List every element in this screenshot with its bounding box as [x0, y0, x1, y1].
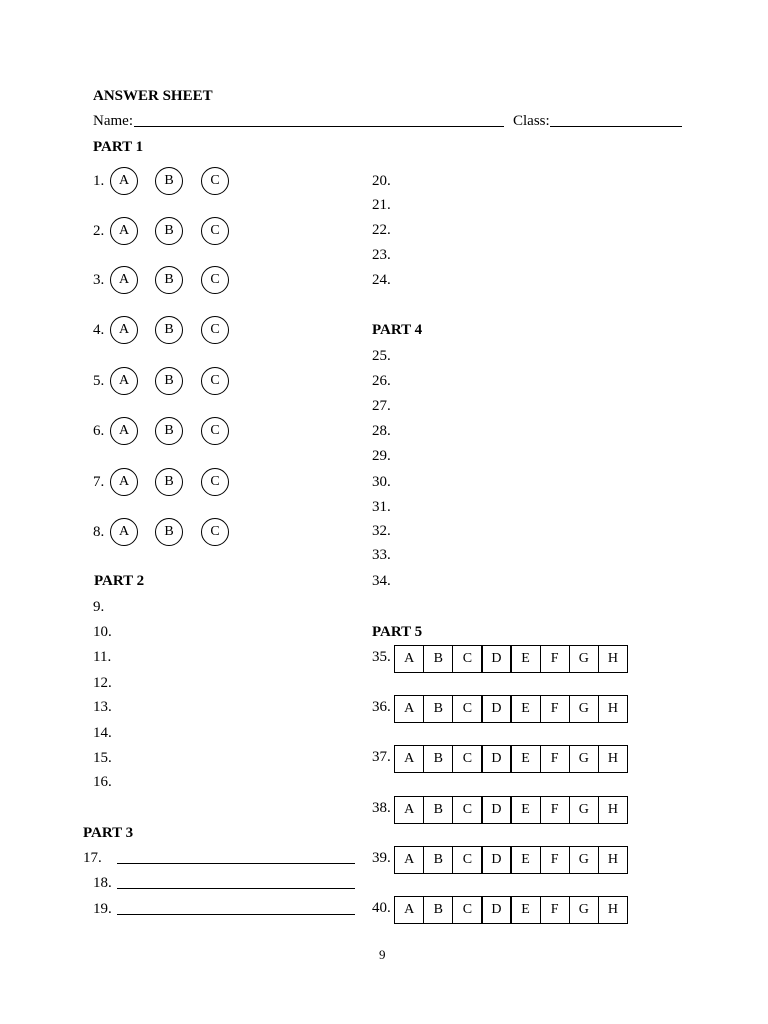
answer-choice-circle[interactable]: C: [201, 468, 229, 496]
answer-choice-box[interactable]: H: [598, 745, 628, 773]
question-number: 34.: [372, 573, 391, 589]
answer-line[interactable]: [117, 888, 355, 889]
question-number: 4.: [93, 322, 105, 338]
answer-choice-box[interactable]: F: [540, 695, 570, 723]
answer-choice-box[interactable]: G: [569, 896, 599, 924]
question-number: 32.: [372, 523, 391, 539]
question-number: 33.: [372, 547, 391, 563]
answer-choice-circle[interactable]: C: [201, 217, 229, 245]
answer-choice-circle[interactable]: B: [155, 367, 183, 395]
question-number: 29.: [372, 448, 391, 464]
answer-choice-box[interactable]: A: [394, 896, 424, 924]
answer-choice-box[interactable]: H: [598, 846, 628, 874]
question-number: 38.: [372, 800, 391, 816]
answer-choice-box[interactable]: E: [510, 745, 540, 773]
question-number: 40.: [372, 900, 391, 916]
answer-choice-box[interactable]: A: [394, 846, 424, 874]
answer-choice-box[interactable]: E: [510, 695, 540, 723]
answer-choice-circle[interactable]: B: [155, 167, 183, 195]
answer-choice-box[interactable]: G: [569, 695, 599, 723]
class-label: Class:: [513, 113, 550, 129]
answer-choice-circle[interactable]: B: [155, 316, 183, 344]
answer-choice-box[interactable]: F: [540, 645, 570, 673]
answer-choice-box[interactable]: C: [452, 695, 482, 723]
answer-choice-box[interactable]: E: [510, 846, 540, 874]
question-number: 13.: [93, 699, 112, 715]
question-number: 35.: [372, 649, 391, 665]
answer-choice-box[interactable]: C: [452, 745, 482, 773]
answer-box-row: [394, 695, 628, 723]
answer-choice-circle[interactable]: B: [155, 266, 183, 294]
question-number: 8.: [93, 524, 105, 540]
answer-box-row: [394, 645, 628, 673]
question-number: 37.: [372, 749, 391, 765]
answer-choice-box[interactable]: A: [394, 645, 424, 673]
top-mark-icon: [376, 0, 390, 2]
question-number: 30.: [372, 474, 391, 490]
answer-choice-box[interactable]: B: [423, 745, 453, 773]
question-number: 1.: [93, 173, 105, 189]
answer-line[interactable]: [117, 863, 355, 864]
answer-choice-box[interactable]: H: [598, 796, 628, 824]
question-number: 11.: [93, 649, 112, 665]
question-number: 36.: [372, 699, 391, 715]
answer-choice-box[interactable]: B: [423, 896, 453, 924]
question-number: 15.: [93, 750, 112, 766]
answer-choice-circle[interactable]: B: [155, 217, 183, 245]
answer-choice-box[interactable]: E: [510, 896, 540, 924]
question-number: 20.: [372, 173, 391, 189]
question-number: 18.: [93, 875, 112, 891]
question-number: 3.: [93, 272, 105, 288]
answer-choice-box[interactable]: B: [423, 846, 453, 874]
answer-choice-box[interactable]: H: [598, 896, 628, 924]
class-field[interactable]: [550, 126, 682, 127]
question-number: 25.: [372, 348, 391, 364]
part2-heading: PART 2: [94, 573, 145, 589]
question-number: 31.: [372, 499, 391, 515]
answer-choice-box[interactable]: A: [394, 745, 424, 773]
answer-choice-box[interactable]: E: [510, 645, 540, 673]
answer-choice-circle[interactable]: A: [110, 468, 138, 496]
part4-heading: PART 4: [372, 322, 423, 338]
name-label: Name:: [93, 113, 133, 129]
answer-choice-box[interactable]: D: [481, 896, 511, 924]
answer-choice-box[interactable]: B: [423, 695, 453, 723]
answer-choice-box[interactable]: G: [569, 846, 599, 874]
answer-choice-box[interactable]: C: [452, 896, 482, 924]
question-number: 28.: [372, 423, 391, 439]
answer-choice-box[interactable]: D: [481, 695, 511, 723]
answer-choice-box[interactable]: D: [481, 796, 511, 824]
answer-choice-circle[interactable]: C: [201, 518, 229, 546]
answer-box-row: [394, 745, 628, 773]
answer-choice-box[interactable]: C: [452, 796, 482, 824]
part5-heading: PART 5: [372, 624, 423, 640]
answer-choice-circle[interactable]: C: [201, 266, 229, 294]
answer-choice-circle[interactable]: A: [110, 417, 138, 445]
answer-choice-box[interactable]: H: [598, 645, 628, 673]
answer-choice-circle[interactable]: A: [110, 167, 138, 195]
answer-choice-circle[interactable]: A: [110, 266, 138, 294]
answer-choice-box[interactable]: F: [540, 846, 570, 874]
question-number: 17.: [83, 850, 102, 866]
question-number: 24.: [372, 272, 391, 288]
answer-line[interactable]: [117, 914, 355, 915]
answer-choice-box[interactable]: B: [423, 796, 453, 824]
question-number: 21.: [372, 197, 391, 213]
answer-choice-box[interactable]: D: [481, 645, 511, 673]
answer-choice-box[interactable]: C: [452, 846, 482, 874]
part1-heading: PART 1: [93, 139, 144, 155]
question-number: 7.: [93, 474, 105, 490]
question-number: 12.: [93, 675, 112, 691]
answer-choice-box[interactable]: D: [481, 846, 511, 874]
answer-choice-circle[interactable]: C: [201, 367, 229, 395]
answer-choice-box[interactable]: B: [423, 645, 453, 673]
answer-choice-circle[interactable]: C: [201, 316, 229, 344]
question-number: 14.: [93, 725, 112, 741]
question-number: 39.: [372, 850, 391, 866]
answer-choice-box[interactable]: G: [569, 796, 599, 824]
answer-box-row: [394, 796, 628, 824]
answer-choice-circle[interactable]: A: [110, 316, 138, 344]
answer-choice-box[interactable]: A: [394, 695, 424, 723]
answer-box-row: [394, 896, 628, 924]
answer-choice-box[interactable]: F: [540, 896, 570, 924]
answer-choice-circle[interactable]: B: [155, 417, 183, 445]
question-number: 10.: [93, 624, 112, 640]
name-field[interactable]: [134, 126, 504, 127]
question-number: 23.: [372, 247, 391, 263]
question-number: 22.: [372, 222, 391, 238]
answer-choice-box[interactable]: C: [452, 645, 482, 673]
answer-choice-box[interactable]: A: [394, 796, 424, 824]
question-number: 2.: [93, 223, 105, 239]
answer-choice-box[interactable]: F: [540, 796, 570, 824]
question-number: 9.: [93, 599, 105, 615]
answer-choice-circle[interactable]: C: [201, 417, 229, 445]
part3-heading: PART 3: [83, 825, 134, 841]
answer-choice-box[interactable]: G: [569, 745, 599, 773]
answer-choice-box[interactable]: F: [540, 745, 570, 773]
answer-box-row: [394, 846, 628, 874]
question-number: 26.: [372, 373, 391, 389]
answer-choice-circle[interactable]: B: [155, 468, 183, 496]
answer-choice-circle[interactable]: A: [110, 217, 138, 245]
page-number: 9: [379, 947, 386, 962]
answer-choice-box[interactable]: E: [510, 796, 540, 824]
answer-choice-box[interactable]: G: [569, 645, 599, 673]
question-number: 16.: [93, 774, 112, 790]
answer-choice-circle[interactable]: A: [110, 367, 138, 395]
question-number: 6.: [93, 423, 105, 439]
answer-choice-circle[interactable]: B: [155, 518, 183, 546]
question-number: 27.: [372, 398, 391, 414]
answer-choice-circle[interactable]: A: [110, 518, 138, 546]
question-number: 5.: [93, 373, 105, 389]
question-number: 19.: [93, 901, 112, 917]
page-title: ANSWER SHEET: [93, 88, 213, 104]
answer-choice-box[interactable]: D: [481, 745, 511, 773]
answer-choice-box[interactable]: H: [598, 695, 628, 723]
answer-choice-circle[interactable]: C: [201, 167, 229, 195]
